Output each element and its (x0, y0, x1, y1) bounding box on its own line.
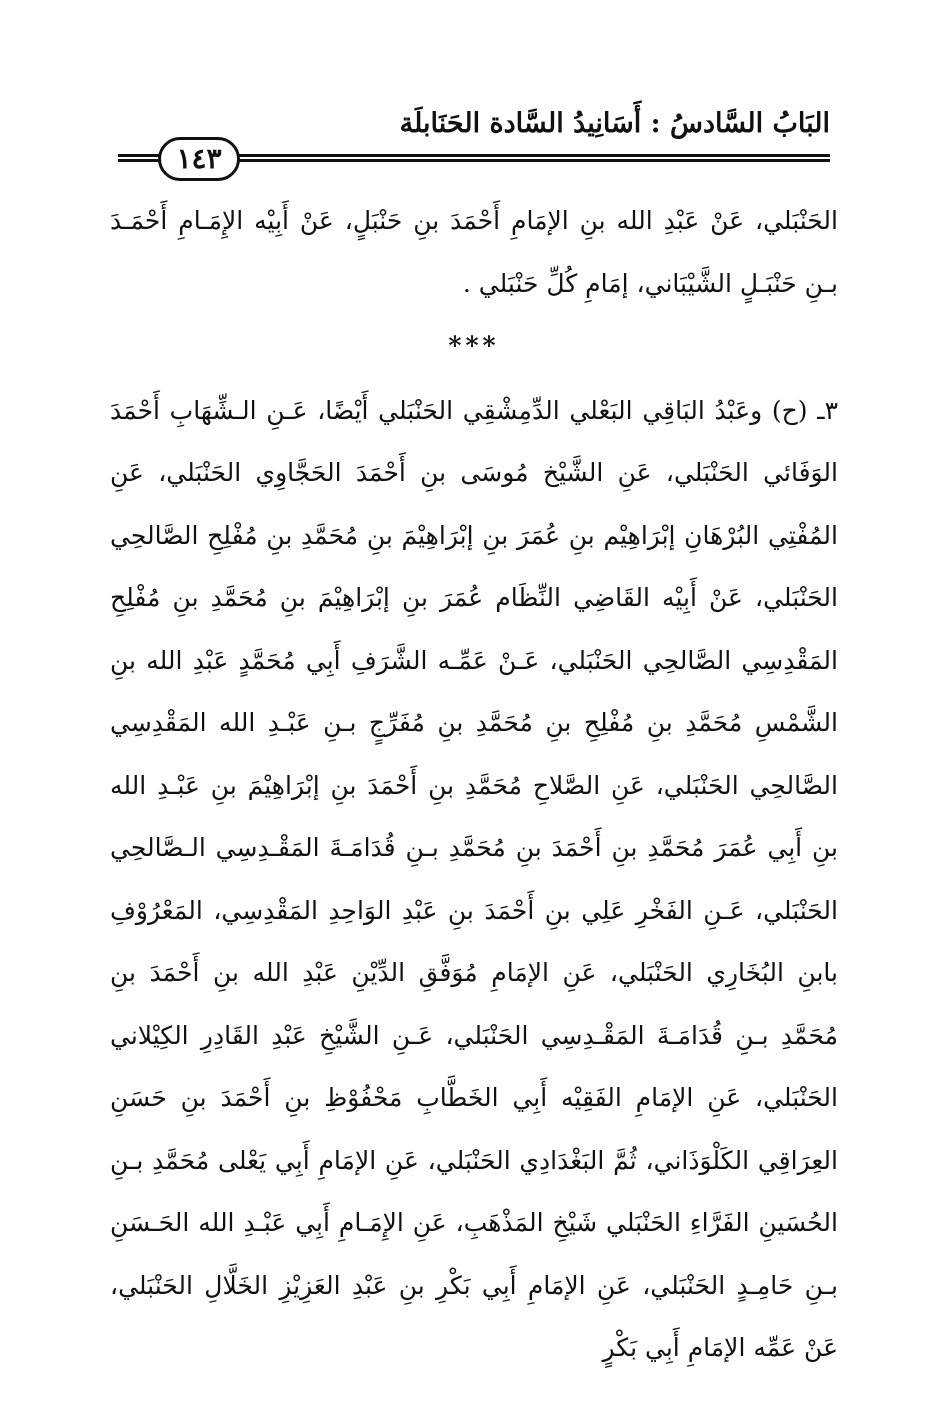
page-number: ١٤٣ (158, 137, 240, 181)
chapter-title: البَابُ السَّادسُ : أَسَانِيدُ السَّادة الحَنَابلَة (399, 108, 830, 139)
section-separator: *** (448, 331, 500, 360)
paragraph-continuation: الحَنْبَلي، عَنْ عَبْدِ الله بنِ الإمَامِ أَحْمَدَ بنِ حَنْبَلٍ، عَنْ أَبِيْه الإِمَـامِ أَحْمَـدَ بـنِ حَنْبَـلٍ الشَّيْبَاني، إمَامِ كُلِّ حَنْبَلي . (110, 206, 838, 298)
page-body (110, 190, 838, 1380)
paragraph-chain-3: ٣ـ (ح) وعَبْدُ البَاقِي البَعْلي الدِّمِشْقِي الحَنْبَلي أَيْضًا، عَـنِ الـشِّهَابِ أَحْمَدَ الوَفَائي الحَنْبَلي، عَنِ الشَّيْخ مُوسَى بنِ أَحْمَدَ الحَجَّاوِي الحَنْبَلي، عَنِ المُفْتِي البُرْهَانِ إبْرَاهِيْم بنِ عُمَرَ بنِ إبْرَاهِيْمَ بنِ مُحَمَّدِ بنِ مُفْلِحِ الصَّالحِي الحَنْبَلي، عَنْ أَبِيْه القَاضِي النِّظَام عُمَرَ بنِ إبْرَاهِيْمَ بنِ مُحَمَّدِ بنِ مُفْلِحِ المَقْدِسِي الصَّالحِي الحَنْبَلي، عَـنْ عَمِّـه الشَّرَفِ أَبِي مُحَمَّدٍ عَبْدِ الله بنِ الشَّمْسِ مُحَمَّدِ بنِ مُفْلِحِ بنِ مُحَمَّدِ بنِ مُفَرِّجٍ بـنِ عَبْـدِ الله المَقْدِسِي الصَّالحِي الحَنْبَلي، عَنِ الصَّلاحِ مُحَمَّدِ بنِ أَحْمَدَ بنِ إبْرَاهِيْمَ بنِ عَبْـدِ الله بنِ أَبِي عُمَرَ مُحَمَّدِ بنِ أَحْمَدَ بنِ مُحَمَّدِ بـنِ قُدَامَـةَ المَقْـدِسِي الـصَّالحِي الحَنْبَلي، عَـنِ الفَخْرِ عَلِي بنِ أَحْمَدَ بنِ عَبْدِ الوَاحِدِ المَقْدِسِي، المَعْرُوْفِ بابنِ البُخَارِي الحَنْبَلي، عَنِ الإمَامِ مُوَفَّقِ الدِّيْنِ عَبْدِ الله بنِ أَحْمَدَ بنِ مُحَمَّدِ بـنِ قُدَامَـةَ المَقْـدِسِي الحَنْبَلي، عَـنِ الشَّيْخِ عَبْدِ القَادِرِ الكِيْلاني الحَنْبَلي، عَنِ الإمَامِ الفَقِيْه أَبِي الخَطَّابِ مَحْفُوْظِ بنِ أَحْمَدَ بنِ حَسَنِ العِرَاقِي الكَلْوَذَاني، ثُمَّ البَغْدَادِي الحَنْبَلي، عَنِ الإمَامِ أَبِي يَعْلى مُحَمَّدِ بـنِ الحُسَينِ الفَرَّاءِ الحَنْبَلي شَيْخِ المَذْهَبِ، عَنِ الإِمَـامِ أَبِي عَبْـدِ الله الحَـسَنِ بـنِ حَامِـدٍ الحَنْبَلي، عَنِ الإمَامِ أَبِي بَكْرِ بنِ عَبْدِ العَزِيْزِ الخَلَّالِ الحَنْبَلي، عَنْ عَمِّه الإمَامِ أَبِي بَكْرٍ (110, 395, 838, 1362)
